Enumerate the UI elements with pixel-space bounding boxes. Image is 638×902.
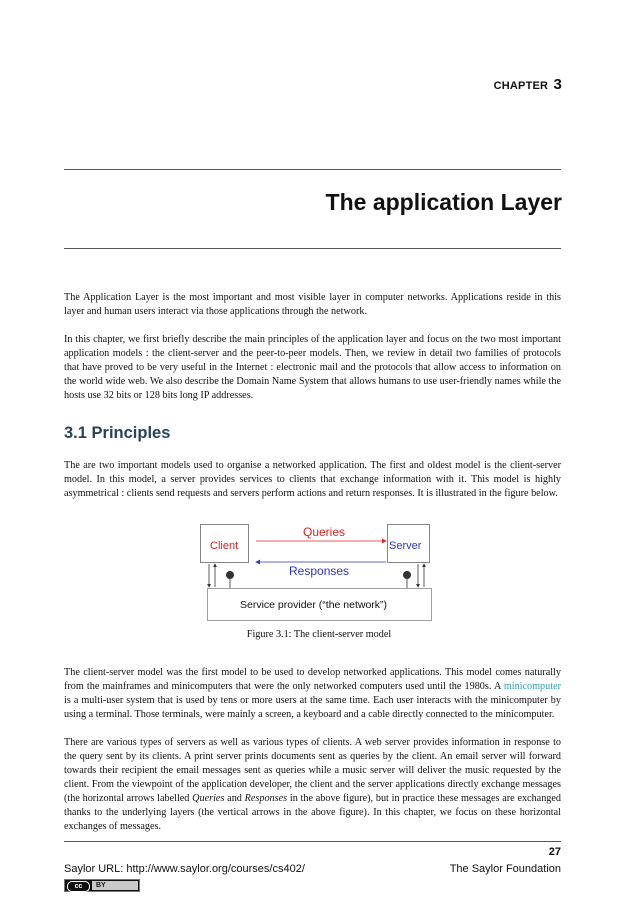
queries-label: Queries	[303, 525, 346, 539]
p2-text-1: The client-server model was the first model to be used to develop networked applications. This model comes naturally from the mainframes and minicomputers that were the only networked computers used until the 1980s. A	[64, 667, 561, 692]
minicomputer-link[interactable]: minicomputer	[503, 681, 561, 692]
client-server-figure	[200, 520, 436, 624]
title-rule-bottom	[64, 248, 561, 249]
footer-url[interactable]: Saylor URL: http://www.saylor.org/courses/cs402/	[64, 863, 305, 875]
section-paragraph-2	[64, 666, 561, 722]
footer-rule	[64, 841, 561, 842]
p3-text-3: in the above figure), but in practice these messages are exchanged thanks to the underlying layers (the vertical arrows in the above figure). In this chapter, we focus on these horizontal exchanges of messages.	[64, 793, 561, 832]
server-endpoint-dot	[403, 571, 411, 579]
intro-paragraph-1: The Application Layer is the most important and most visible layer in computer networks. Applications reside in this layer and human users interact via those applications through the network.	[64, 292, 561, 317]
p3-emphasis-queries: Queries	[192, 793, 225, 804]
title-rule-top	[64, 169, 561, 170]
section-paragraph-3	[64, 736, 561, 834]
chapter-label	[494, 76, 562, 93]
client-endpoint-dot	[226, 571, 234, 579]
intro-paragraph-2: In this chapter, we first briefly describe the main principles of the application layer and focus on the two most important application models : the client-server and the peer-to-peer models. Then, we review in detail two families of protocols that have proved to be very useful in the Internet : electronic mail and the protocols that allow access to information on the world wide web. We also describe the Domain Name System that allows humans to use user-friendly names while the hosts use 32 bits or 128 bits long IP addresses.	[64, 334, 561, 401]
chapter-title: The application Layer	[325, 189, 562, 215]
p3-emphasis-responses: Responses	[244, 793, 288, 804]
figure-caption: Figure 3.1: The client-server model	[246, 629, 392, 640]
cc-icon: cc	[67, 881, 90, 892]
p3-text-1: There are various types of servers as well as various types of clients. A web server provides information in response to the query sent by its clients. A print server prints documents sent as queries by the client. An email server will forward towards their recipient the email messages sent as queries while a music server will deliver the music requested by the client. From the viewpoint of the application developer, the client and the server applications directly exchange messages (the horizontal arrows labelled	[64, 737, 561, 804]
chapter-word: CHAPTER	[493, 80, 549, 92]
p3-text-2: and	[224, 793, 245, 804]
footer-organization: The Saylor Foundation	[449, 863, 561, 875]
client-label: Client	[210, 540, 239, 552]
service-provider-label: Service provider (“the network”)	[240, 599, 388, 611]
cc-license-badge[interactable]	[64, 879, 140, 892]
responses-label: Responses	[289, 564, 350, 578]
server-label: Server	[389, 540, 422, 552]
page-number: 27	[548, 846, 561, 858]
section-paragraph-1: The are two important models used to organise a networked application. The first and oldest model is the client-server model. In this model, a server provides services to clients that exchange information with it. This model is highly asymmetrical : clients send requests and servers perform actions and return responses. It is illustrated in the figure below.	[64, 460, 561, 499]
by-icon: BY	[92, 881, 138, 890]
section-title: 3.1 Principles	[64, 424, 171, 442]
p2-text-2: is a multi-user system that is used by tens or more users at the same time. Each user interacts with the minicomputer by using a terminal. Those terminals, were mainly a screen, a keyboard and a cable directly connected to the minicomputer.	[64, 695, 561, 720]
chapter-number: 3	[553, 76, 562, 93]
